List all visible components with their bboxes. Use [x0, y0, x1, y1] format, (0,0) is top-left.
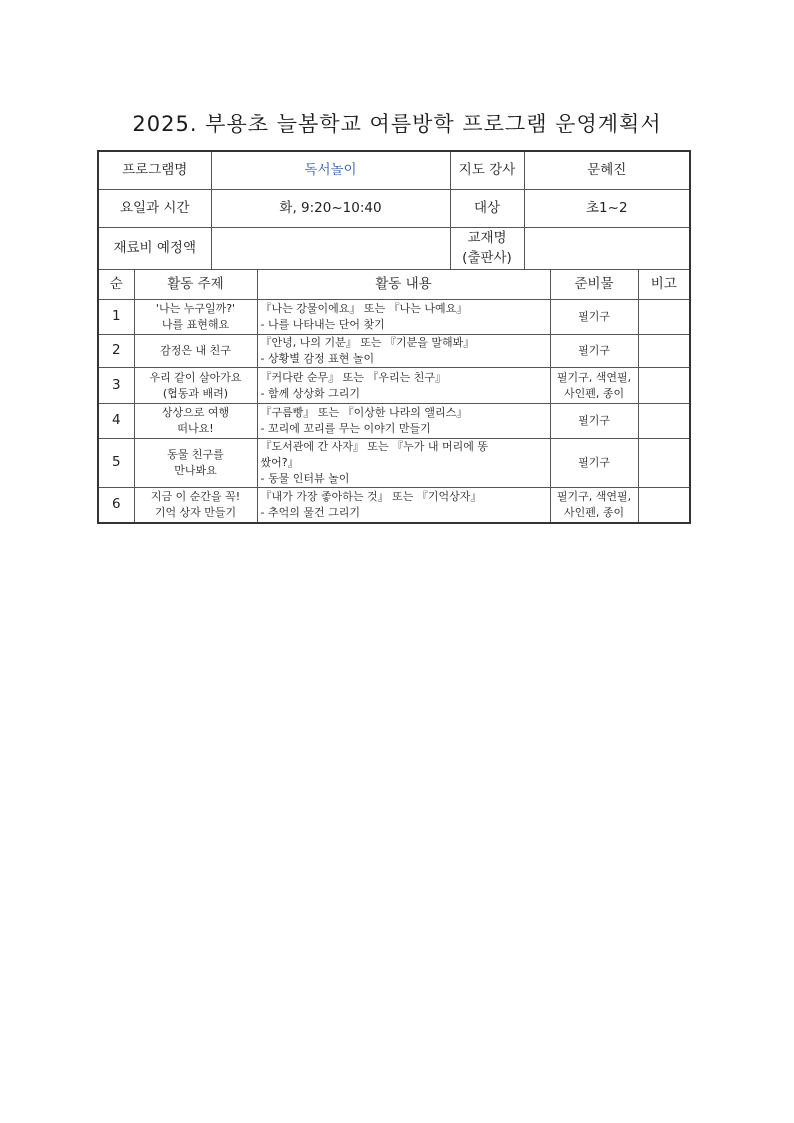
supplies-line: 사인펜, 종이: [563, 505, 625, 519]
header-supplies: 준비물: [550, 270, 638, 300]
content-line: 『안녕, 나의 기분』 또는 『기분을 말해봐』: [260, 336, 475, 350]
content-line: 『내가 가장 좋아하는 것』 또는 『기억상자』: [260, 489, 482, 503]
plan-header-row: [98, 270, 690, 300]
table-row: [98, 439, 690, 488]
supplies-line: 필기구, 색연필,: [556, 370, 632, 384]
row-number: 3: [98, 368, 134, 404]
supplies-line: 필기구: [578, 344, 610, 358]
instructor-label: 지도 강사: [450, 151, 524, 190]
table-row: [98, 404, 690, 439]
header-no: 순: [98, 270, 134, 300]
row-number: 6: [98, 487, 134, 523]
program-name-value: 독서놀이: [211, 151, 450, 190]
supplies-line: 필기구: [578, 414, 610, 428]
content-line: - 추억의 물건 그리기: [260, 505, 360, 519]
note: [638, 439, 690, 488]
textbook-label-line-2: (출판사): [462, 249, 512, 266]
target-value: 초1~2: [524, 190, 690, 228]
table-row: [98, 300, 690, 335]
note: [638, 404, 690, 439]
row-number: 5: [98, 439, 134, 488]
activity-content: [257, 487, 550, 523]
content-line: - 나를 나타내는 단어 찾기: [260, 318, 385, 331]
supplies-line: 필기구, 색연필,: [556, 489, 632, 503]
content-line: 『구름빵』 또는 『이상한 나라의 앨리스』: [260, 406, 468, 420]
row-number: 4: [98, 404, 134, 439]
table-row: [98, 368, 690, 404]
schedule-label: 요일과 시간: [98, 190, 211, 228]
textbook-value: [524, 228, 690, 270]
topic-line: 동물 친구를: [167, 447, 224, 461]
activity-content: [257, 300, 550, 335]
activity-content: [257, 368, 550, 404]
table-row: [98, 487, 690, 523]
activity-content: [257, 404, 550, 439]
activity-content: [257, 439, 550, 488]
textbook-label-line-1: 교재명: [467, 229, 507, 246]
supplies: [550, 368, 638, 404]
budget-value: [211, 228, 450, 270]
info-row-schedule: [98, 190, 690, 228]
table-row: [98, 335, 690, 368]
budget-label: 재료비 예정액: [98, 228, 211, 270]
content-line: 『나는 강물이에요』 또는 『나는 나예요』: [260, 302, 468, 316]
content-line: - 꼬리에 꼬리를 무는 이야기 만들기: [260, 422, 431, 435]
supplies: [550, 487, 638, 523]
info-row-program: [98, 151, 690, 190]
activity-topic: [134, 404, 257, 439]
activity-topic: [134, 300, 257, 335]
supplies: [550, 404, 638, 439]
content-line: 『커다란 순무』 또는 『우리는 친구』: [260, 370, 446, 384]
note: [638, 300, 690, 335]
row-number: 1: [98, 300, 134, 335]
activity-topic: [134, 335, 257, 368]
topic-line: 나를 표현해요: [161, 318, 230, 331]
activity-topic: [134, 439, 257, 488]
program-plan-table: [97, 150, 691, 524]
supplies: [550, 335, 638, 368]
content-line: 쌌어?』: [260, 455, 299, 469]
info-row-budget: [98, 228, 690, 270]
program-name-label: 프로그램명: [98, 151, 211, 190]
content-line: - 함께 상상화 그리기: [260, 386, 360, 400]
supplies: [550, 439, 638, 488]
topic-line: (협동과 배려): [162, 386, 229, 400]
instructor-value: 문혜진: [524, 151, 690, 190]
topic-line: 기억 상자 만들기: [154, 505, 237, 519]
activity-content: [257, 335, 550, 368]
activity-topic: [134, 368, 257, 404]
document-title: 2025. 부용초 늘봄학교 여름방학 프로그램 운영계획서: [132, 112, 662, 136]
supplies-line: 필기구: [578, 310, 610, 324]
topic-line: 우리 같이 살아가요: [149, 370, 242, 384]
topic-line: 떠나요!: [177, 422, 214, 435]
supplies: [550, 300, 638, 335]
header-topic: 활동 주제: [134, 270, 257, 300]
supplies-line: 필기구: [578, 455, 610, 469]
content-line: - 상황별 감정 표현 놀이: [260, 352, 375, 365]
header-note: 비고: [638, 270, 690, 300]
row-number: 2: [98, 335, 134, 368]
note: [638, 335, 690, 368]
content-line: 『도서관에 간 사자』 또는 『누가 내 머리에 똥: [260, 440, 488, 453]
topic-line: 만나봐요: [174, 463, 217, 477]
topic-line: 감정은 내 친구: [160, 344, 231, 358]
activity-topic: [134, 487, 257, 523]
topic-line: 지금 이 순간을 꼭!: [150, 489, 241, 503]
schedule-value: 화, 9:20~10:40: [211, 190, 450, 228]
note: [638, 368, 690, 404]
topic-line: 상상으로 여행: [161, 406, 230, 420]
textbook-label: [450, 228, 524, 270]
topic-line: '나는 누구일까?': [155, 302, 236, 316]
supplies-line: 사인펜, 종이: [563, 386, 625, 400]
header-content: 활동 내용: [257, 270, 550, 300]
content-line: - 동물 인터뷰 놀이: [260, 471, 350, 485]
target-label: 대상: [450, 190, 524, 228]
note: [638, 487, 690, 523]
